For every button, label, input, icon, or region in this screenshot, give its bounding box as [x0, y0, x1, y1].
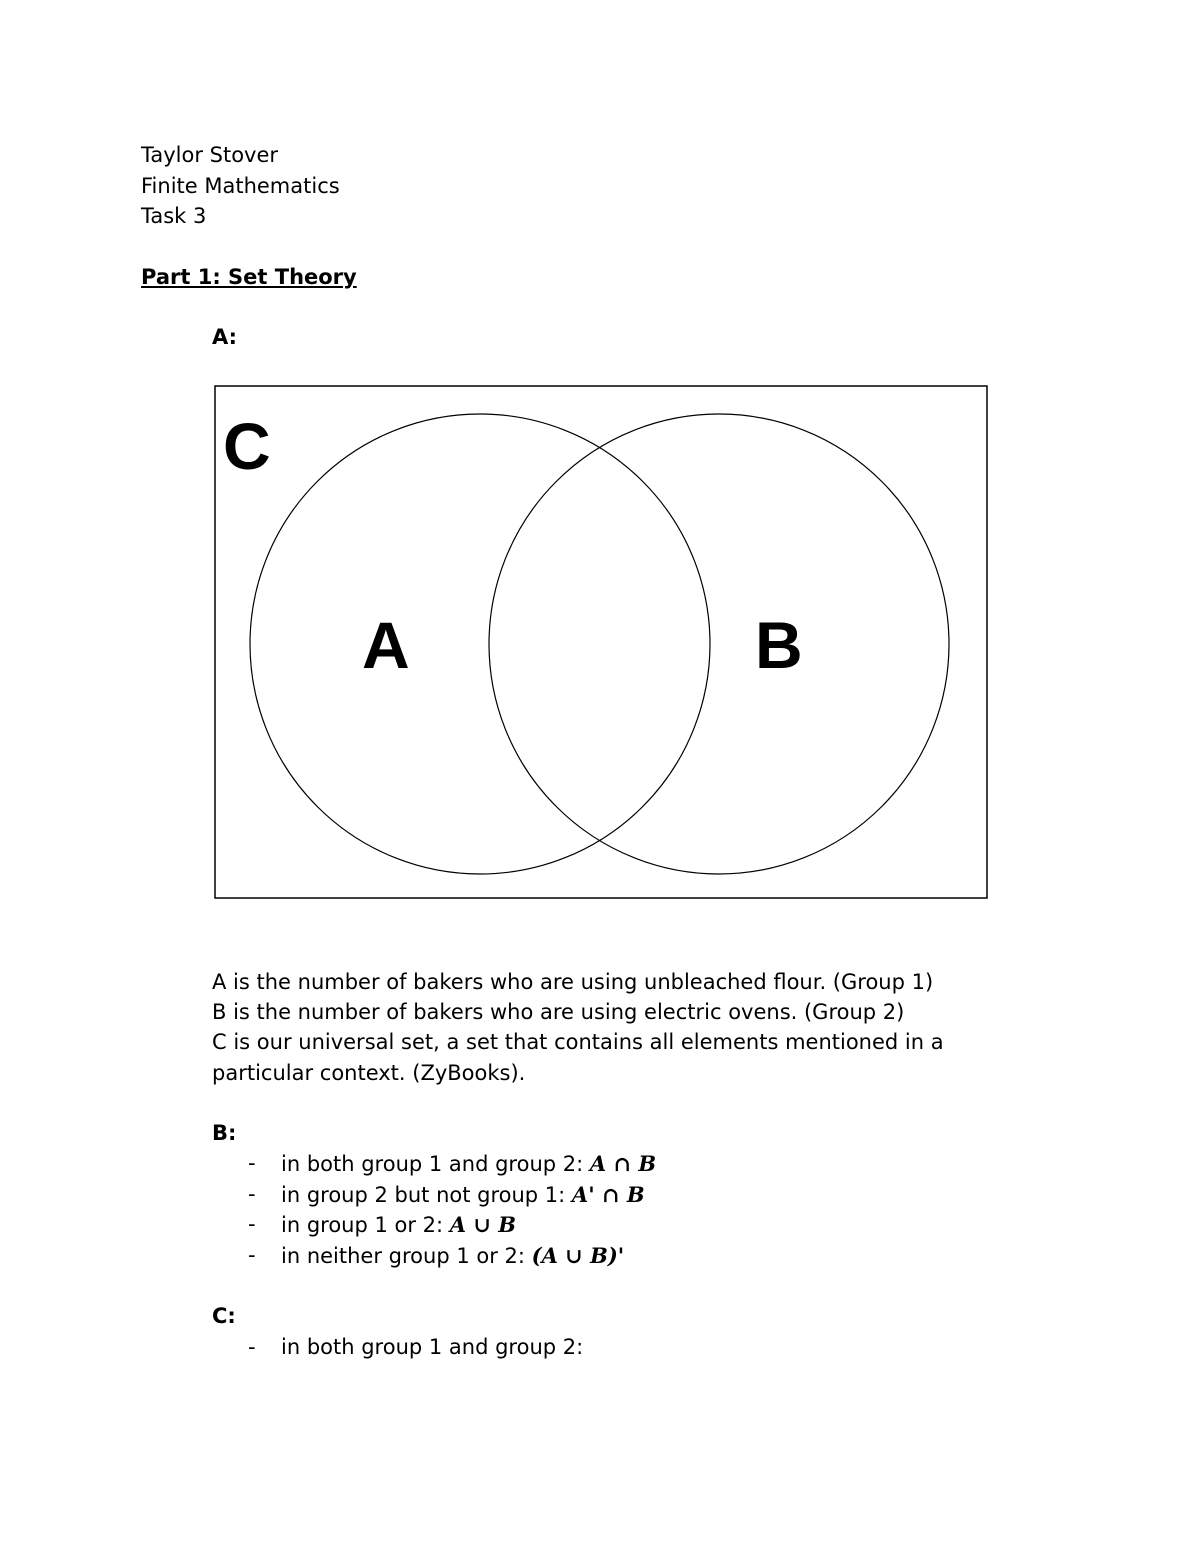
list-item: [248, 1335, 584, 1359]
task-title: Task 3: [141, 204, 207, 228]
item-text: in group 1 or 2:: [281, 1213, 450, 1237]
list-item: [248, 1212, 517, 1237]
description-b: B is the number of bakers who are using electric ovens. (Group 2): [212, 1000, 905, 1024]
universal-set-box: [215, 386, 987, 898]
item-math: (A ∪ B)': [531, 1243, 625, 1268]
bullet-dash: -: [248, 1212, 256, 1236]
list-item: [248, 1182, 645, 1207]
section-c-label: C:: [212, 1304, 236, 1328]
circle-a: [250, 414, 710, 874]
author-name: Taylor Stover: [141, 143, 279, 167]
course-title: Finite Mathematics: [141, 174, 340, 198]
bullet-dash: -: [248, 1151, 256, 1175]
item-math: A ∪ B: [449, 1212, 517, 1237]
bullet-dash: -: [248, 1335, 256, 1359]
bullet-dash: -: [248, 1182, 256, 1206]
item-math: A' ∩ B: [571, 1182, 645, 1207]
section-b-label: B:: [212, 1121, 237, 1145]
part-heading: Part 1: Set Theory: [141, 265, 357, 289]
item-math: A ∩ B: [589, 1151, 657, 1176]
description-c-continued: particular context. (ZyBooks).: [212, 1061, 526, 1085]
circle-a-label: A: [362, 608, 410, 682]
item-text: in both group 1 and group 2:: [281, 1152, 590, 1176]
list-item: [248, 1151, 657, 1176]
bullet-dash: -: [248, 1243, 256, 1267]
description-a: A is the number of bakers who are using unbleached flour. (Group 1): [212, 970, 934, 994]
list-item: [248, 1243, 625, 1268]
universal-set-label: C: [223, 409, 271, 483]
description-c: C is our universal set, a set that contains all elements mentioned in a: [212, 1030, 944, 1054]
item-text: in both group 1 and group 2:: [281, 1335, 584, 1359]
item-text: in neither group 1 or 2:: [281, 1244, 532, 1268]
item-text: in group 2 but not group 1:: [281, 1183, 572, 1207]
section-a-label: A:: [212, 325, 238, 349]
circle-b: [489, 414, 949, 874]
circle-b-label: B: [755, 608, 803, 682]
